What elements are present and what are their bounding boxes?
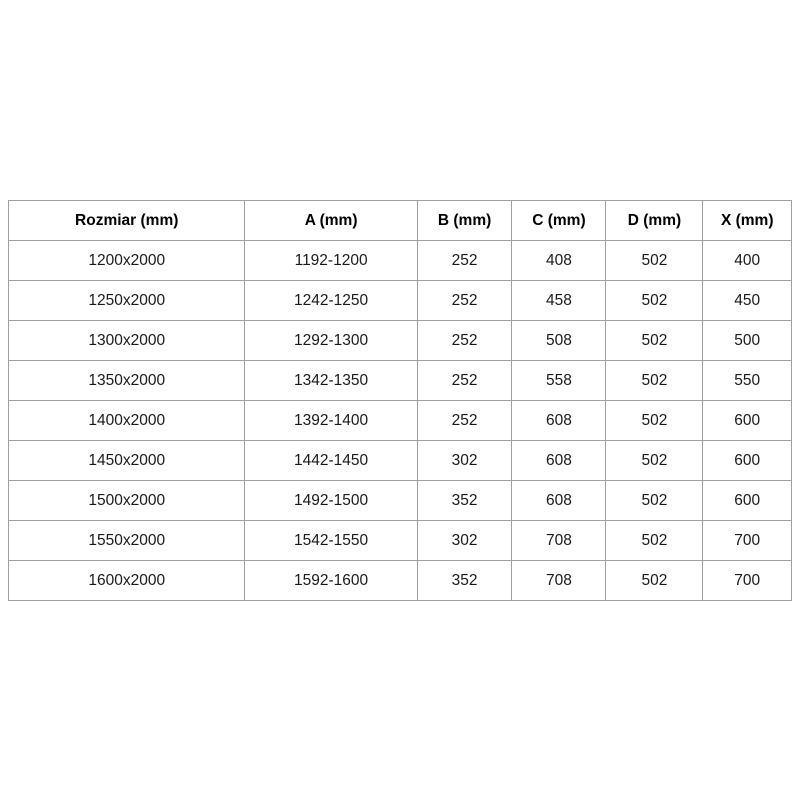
table-cell-r0-c4: 502 [606,241,703,281]
table-cell-r8-c4: 502 [606,561,703,601]
table-cell-r7-c2: 302 [417,521,512,561]
table-cell-r8-c1: 1592-1600 [245,561,417,601]
table-cell-r2-c3: 508 [512,321,606,361]
table-cell-r2-c0: 1300x2000 [9,321,245,361]
table-row-4 [9,401,792,441]
table-cell-r5-c2: 302 [417,441,512,481]
table-cell-r4-c5: 600 [703,401,792,441]
table-cell-r3-c3: 558 [512,361,606,401]
table-cell-r3-c4: 502 [606,361,703,401]
table-cell-r4-c1: 1392-1400 [245,401,417,441]
table-cell-r5-c5: 600 [703,441,792,481]
header-cell-4: D (mm) [606,201,703,241]
table-cell-r5-c3: 608 [512,441,606,481]
table-cell-r6-c5: 600 [703,481,792,521]
table-cell-r0-c0: 1200x2000 [9,241,245,281]
table-cell-r1-c1: 1242-1250 [245,281,417,321]
table-cell-r6-c0: 1500x2000 [9,481,245,521]
header-cell-2: B (mm) [417,201,512,241]
table-cell-r7-c1: 1542-1550 [245,521,417,561]
table-row-8 [9,561,792,601]
table-cell-r4-c0: 1400x2000 [9,401,245,441]
table-cell-r2-c1: 1292-1300 [245,321,417,361]
table-cell-r7-c4: 502 [606,521,703,561]
table-cell-r4-c2: 252 [417,401,512,441]
table-cell-r6-c2: 352 [417,481,512,521]
table-row-6 [9,481,792,521]
table-cell-r3-c0: 1350x2000 [9,361,245,401]
size-table-head [9,201,792,241]
table-cell-r8-c3: 708 [512,561,606,601]
table-row-3 [9,361,792,401]
table-cell-r2-c2: 252 [417,321,512,361]
table-cell-r7-c5: 700 [703,521,792,561]
size-table [8,200,792,601]
header-cell-5: X (mm) [703,201,792,241]
table-cell-r2-c4: 502 [606,321,703,361]
table-cell-r3-c1: 1342-1350 [245,361,417,401]
table-cell-r1-c5: 450 [703,281,792,321]
table-cell-r0-c3: 408 [512,241,606,281]
table-cell-r8-c0: 1600x2000 [9,561,245,601]
table-cell-r4-c4: 502 [606,401,703,441]
table-cell-r3-c5: 550 [703,361,792,401]
header-cell-3: C (mm) [512,201,606,241]
header-row [9,201,792,241]
table-row-0 [9,241,792,281]
size-table-body [9,241,792,601]
table-cell-r1-c3: 458 [512,281,606,321]
table-row-1 [9,281,792,321]
table-row-7 [9,521,792,561]
table-cell-r7-c3: 708 [512,521,606,561]
table-row-2 [9,321,792,361]
table-cell-r8-c2: 352 [417,561,512,601]
header-cell-1: A (mm) [245,201,417,241]
table-cell-r1-c0: 1250x2000 [9,281,245,321]
table-cell-r2-c5: 500 [703,321,792,361]
table-cell-r5-c1: 1442-1450 [245,441,417,481]
table-cell-r5-c0: 1450x2000 [9,441,245,481]
table-cell-r5-c4: 502 [606,441,703,481]
table-cell-r3-c2: 252 [417,361,512,401]
size-table-container [8,200,792,601]
table-cell-r0-c2: 252 [417,241,512,281]
table-row-5 [9,441,792,481]
table-cell-r6-c4: 502 [606,481,703,521]
table-cell-r6-c1: 1492-1500 [245,481,417,521]
table-cell-r1-c4: 502 [606,281,703,321]
table-cell-r0-c5: 400 [703,241,792,281]
table-cell-r1-c2: 252 [417,281,512,321]
table-cell-r0-c1: 1192-1200 [245,241,417,281]
header-cell-0: Rozmiar (mm) [9,201,245,241]
table-cell-r7-c0: 1550x2000 [9,521,245,561]
table-cell-r8-c5: 700 [703,561,792,601]
table-cell-r4-c3: 608 [512,401,606,441]
table-cell-r6-c3: 608 [512,481,606,521]
